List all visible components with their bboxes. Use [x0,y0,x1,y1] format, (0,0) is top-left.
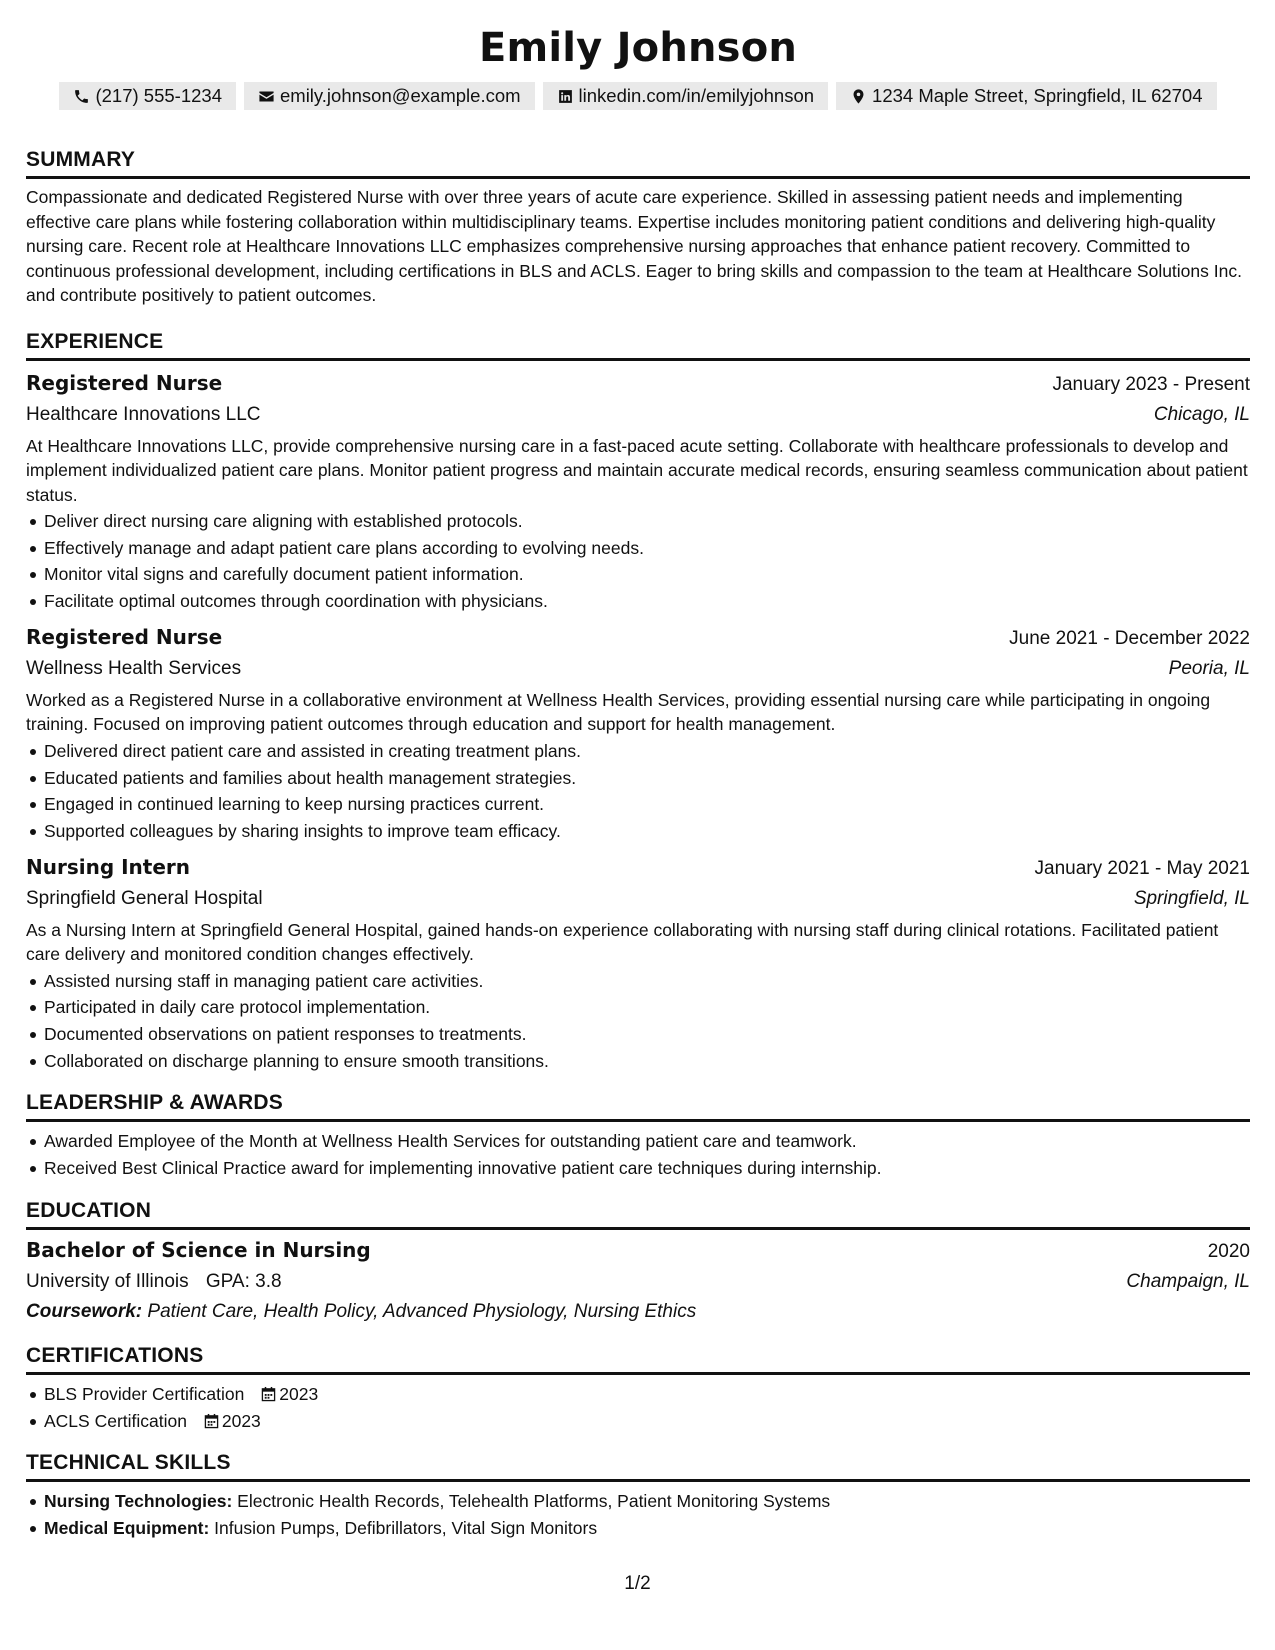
skills-heading: TECHNICAL SKILLS [26,1451,1250,1482]
list-item [26,1408,1250,1435]
address-text: 1234 Maple Street, Springfield, IL 62704 [872,85,1203,106]
list-item: Assisted nursing staff in managing patient care activities. [26,968,1250,995]
summary-heading: SUMMARY [26,148,1250,179]
experience-heading: EXPERIENCE [26,330,1250,361]
job-bullets [26,738,1250,845]
job-location: Chicago, IL [1153,403,1250,425]
experience-section [26,330,1250,1075]
envelope-icon [258,88,275,105]
education-heading: EDUCATION [26,1199,1250,1230]
job-bullets [26,508,1250,615]
skills-list [26,1488,1250,1541]
job-entry [26,622,1250,845]
list-item: Received Best Clinical Practice award for implementing innovative patient care techniques during internship. [26,1155,1250,1182]
list-item: Monitor vital signs and carefully document patient information. [26,561,1250,588]
list-item [26,1381,1250,1408]
candidate-name: Emily Johnson [478,25,798,71]
contact-phone[interactable] [59,82,236,110]
skills-section [26,1451,1250,1541]
summary-text: Compassionate and dedicated Registered Nurse with over three years of acute care experience. Skilled in assessing patient needs and implementing effective care plans while fostering collaboration within multidisciplinary teams. Expertise includes monitoring patient conditions and delivering high-quality nursing care. Recent role at Healthcare Innovations LLC emphasizes comprehensive nursing approaches that enhance patient recovery. Committed to continuous professional development, including certifications in BLS and ACLS. Eager to bring skills and compassion to the team at Healthcare Solutions Inc. and contribute positively to patient outcomes. [26,187,1242,305]
list-item: Engaged in continued learning to keep nursing practices current. [26,791,1250,818]
page-number: 1/2 [624,1573,651,1594]
gpa: GPA: 3.8 [205,1270,282,1292]
job-description: Worked as a Registered Nurse in a collaborative environment at Wellness Health Services, providing essential nursing care while participating in ongoing training. Focused on improving patient outcomes through education and support for health management. [26,689,1211,735]
job-entry [26,852,1250,1075]
summary-section [26,148,1250,308]
coursework-list: Patient Care, Health Policy, Advanced Physiology, Nursing Ethics [147,1300,697,1322]
job-organization: Wellness Health Services [26,657,242,679]
job-role: Registered Nurse [26,370,223,395]
school-info [26,1267,282,1297]
job-location: Springfield, IL [1133,887,1250,909]
list-item: Delivered direct patient care and assisted in creating treatment plans. [26,738,1250,765]
list-item: Documented observations on patient responses to treatments. [26,1021,1250,1048]
list-item: Facilitate optimal outcomes through coordination with physicians. [26,588,1250,615]
school-name: University of Illinois [26,1270,189,1292]
awards-heading: LEADERSHIP & AWARDS [26,1091,1250,1122]
contact-bar [26,82,1250,110]
job-dates: January 2021 - May 2021 [1034,857,1250,879]
certification-name: ACLS Certification [44,1410,187,1431]
job-entry [26,368,1250,615]
job-description: At Healthcare Innovations LLC, provide comprehensive nursing care in a fast-paced acute setting. Collaborate with healthcare professionals to develop and implement individualized patient care plans. Monitor patient progress and maintain accurate medical records, ensuring seamless communication about patient status. [26,435,1248,505]
resume-page [26,0,1250,1542]
awards-list [26,1128,1250,1181]
phone-text: (217) 555-1234 [95,85,222,106]
graduation-year: 2020 [1207,1240,1250,1262]
skill-values: Infusion Pumps, Defibrillators, Vital Sign Monitors [214,1517,598,1538]
list-item [26,1515,1250,1542]
email-text: emily.johnson@example.com [280,85,521,106]
job-dates: January 2023 - Present [1052,373,1250,395]
skill-category: Medical Equipment: [44,1517,210,1538]
calendar-icon [204,1413,219,1429]
job-organization: Healthcare Innovations LLC [26,403,261,425]
list-item: Deliver direct nursing care aligning with established protocols. [26,508,1250,535]
certification-name: BLS Provider Certification [44,1383,245,1404]
list-item: Collaborated on discharge planning to ensure smooth transitions. [26,1048,1250,1075]
phone-icon [73,88,90,105]
school-location: Champaign, IL [1126,1270,1250,1292]
coursework-label: Coursework: [26,1300,143,1322]
job-role: Nursing Intern [26,854,191,879]
list-item: Effectively manage and adapt patient care plans according to evolving needs. [26,535,1250,562]
job-role: Registered Nurse [26,624,223,649]
certifications-list [26,1381,1250,1434]
list-item: Awarded Employee of the Month at Wellness Health Services for outstanding patient care and teamwork. [26,1128,1250,1155]
education-section [26,1199,1250,1327]
certification-year: 2023 [221,1410,261,1431]
contact-linkedin[interactable] [543,82,828,110]
job-bullets [26,968,1250,1075]
calendar-icon [261,1386,276,1402]
list-item: Participated in daily care protocol implementation. [26,994,1250,1021]
job-description: As a Nursing Intern at Springfield General Hospital, gained hands-on experience collaborating with nursing staff during clinical rotations. Facilitated patient care delivery and monitored condition changes effectively. [26,919,1219,965]
certification-year: 2023 [279,1383,319,1404]
awards-section [26,1091,1250,1181]
job-location: Peoria, IL [1168,657,1250,679]
contact-address [836,82,1216,110]
skill-values: Electronic Health Records, Telehealth Platforms, Patient Monitoring Systems [237,1491,831,1512]
linkedin-icon [557,88,574,105]
certifications-section [26,1344,1250,1434]
contact-email[interactable] [244,82,535,110]
map-marker-icon [850,88,867,105]
skill-category: Nursing Technologies: [44,1491,233,1512]
list-item [26,1488,1250,1515]
coursework [26,1297,1250,1327]
degree: Bachelor of Science in Nursing [26,1237,371,1262]
list-item: Supported colleagues by sharing insights to improve team efficacy. [26,818,1250,845]
certifications-heading: CERTIFICATIONS [26,1344,1250,1375]
job-organization: Springfield General Hospital [26,887,263,909]
list-item: Educated patients and families about health management strategies. [26,765,1250,792]
linkedin-text: linkedin.com/in/emilyjohnson [578,85,815,106]
job-dates: June 2021 - December 2022 [1009,627,1250,649]
